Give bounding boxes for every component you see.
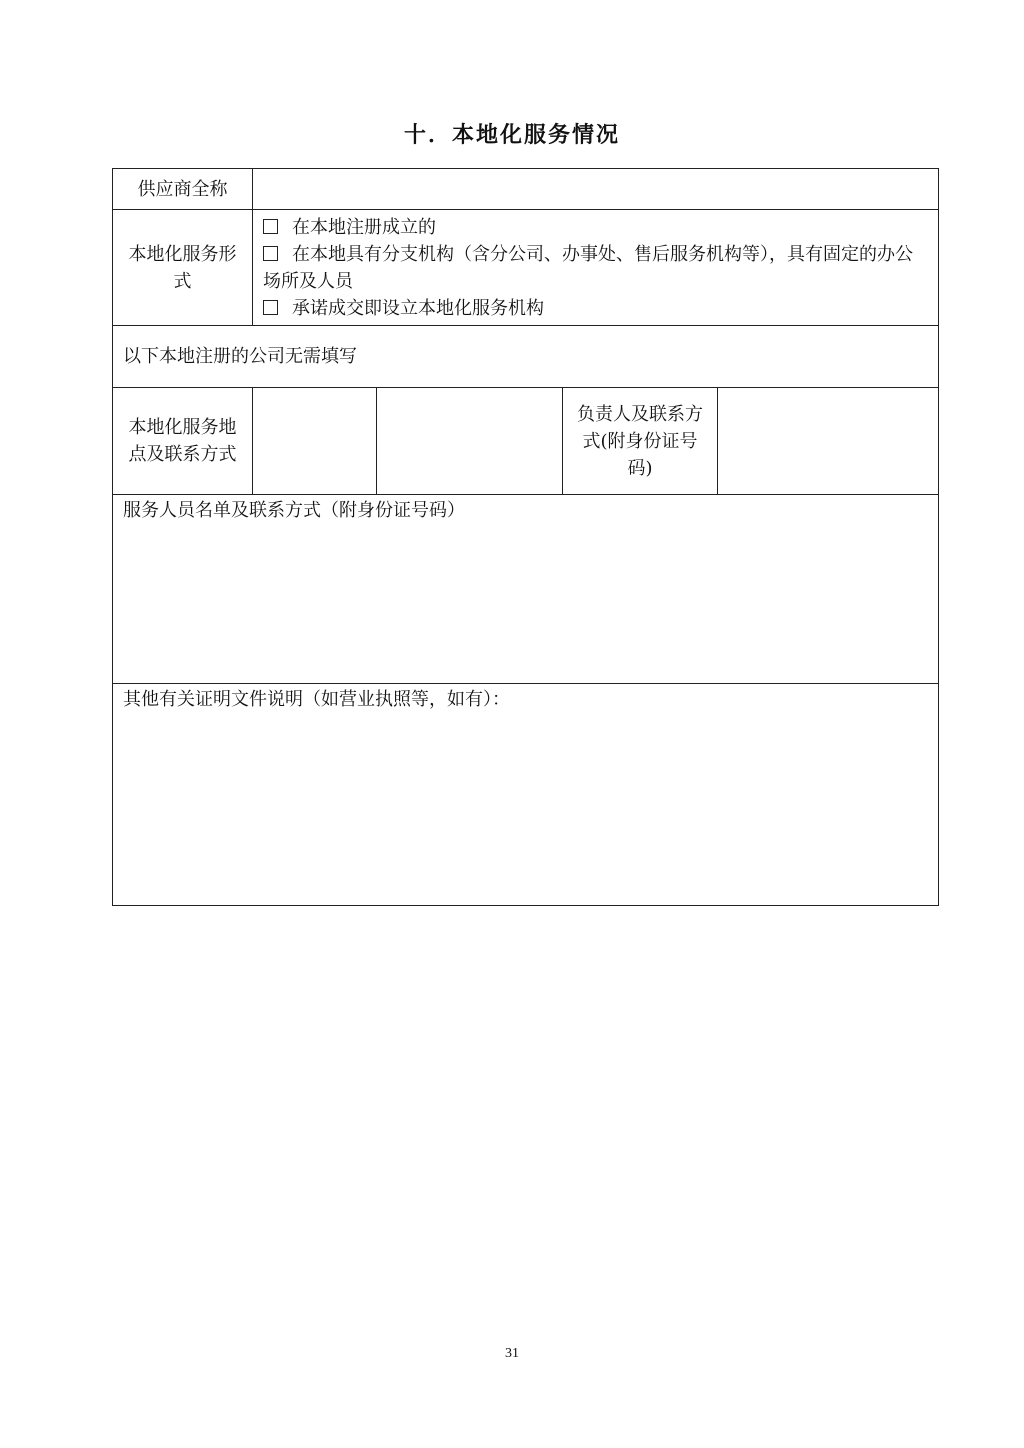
checkbox-icon[interactable] bbox=[263, 246, 278, 261]
service-location-field-2[interactable] bbox=[377, 388, 563, 495]
option-commit[interactable]: 承诺成交即设立本地化服务机构 bbox=[263, 295, 928, 322]
option-branch[interactable]: 在本地具有分支机构（含分公司、办事处、售后服务机构等），具有固定的办公场所及人员 bbox=[263, 243, 913, 292]
service-form-label: 本地化服务形式 bbox=[113, 210, 253, 326]
local-service-form bbox=[112, 168, 939, 906]
option-registered[interactable]: 在本地注册成立的 bbox=[263, 214, 928, 241]
supplier-name-label: 供应商全称 bbox=[113, 169, 253, 210]
service-location-label: 本地化服务地点及联系方式 bbox=[113, 388, 253, 495]
checkbox-icon[interactable] bbox=[263, 219, 278, 234]
other-documents-label[interactable]: 其他有关证明文件说明（如营业执照等，如有）： bbox=[113, 684, 939, 906]
supplier-name-field[interactable] bbox=[253, 169, 939, 210]
page-number: 31 bbox=[505, 1346, 519, 1361]
staff-list-label[interactable]: 服务人员名单及联系方式（附身份证号码） bbox=[113, 495, 939, 684]
page-title: 十．本地化服务情况 bbox=[403, 123, 620, 148]
checkbox-icon[interactable] bbox=[263, 300, 278, 315]
service-location-field-1[interactable] bbox=[253, 388, 377, 495]
service-form-options bbox=[253, 210, 939, 326]
note-text: 以下本地注册的公司无需填写 bbox=[113, 326, 939, 388]
responsible-person-label: 负责人及联系方式(附身份证号码) bbox=[563, 388, 718, 495]
responsible-person-field[interactable] bbox=[718, 388, 939, 495]
